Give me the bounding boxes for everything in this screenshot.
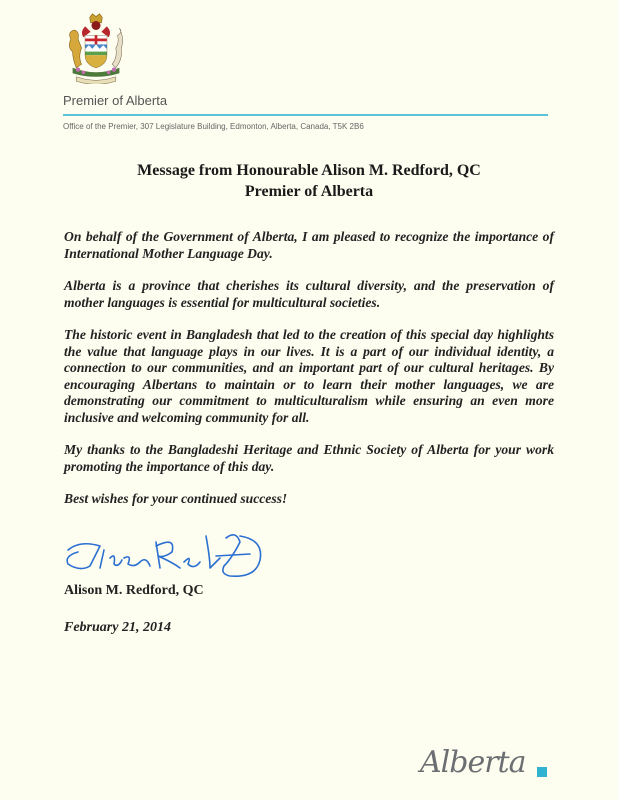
letterhead-org-name: Premier of Alberta xyxy=(63,93,168,108)
letterhead-address: Office of the Premier, 307 Legislature Building, Edmonton, Alberta, Canada, T5K 2B6 xyxy=(63,122,364,131)
alberta-logo xyxy=(420,745,560,790)
body-paragraph: My thanks to the Bangladeshi Heritage and Ethnic Society of Alberta for your work promoting the importance of this day. xyxy=(64,442,554,474)
signer-name: Alison M. Redford, QC xyxy=(64,583,204,598)
message-title xyxy=(0,160,618,202)
alberta-logo-square-icon xyxy=(537,767,547,777)
signature-icon xyxy=(60,528,280,583)
title-line-2: Premier of Alberta xyxy=(244,183,374,200)
title-line-1: Message from Honourable Alison M. Redford, QC xyxy=(137,162,481,179)
letter-date: February 21, 2014 xyxy=(64,620,171,635)
letter-body xyxy=(64,229,554,507)
letterhead xyxy=(0,0,618,130)
body-paragraph: The historic event in Bangladesh that led to the creation of this special day highlights the value that language plays in our lives. It is a part of our individual identity, a connection to our communities, and an important part of our cultural heritages. By encouraging Albertans to maintain or to learn their mother languages, we are demonstrating our commitment to multiculturalism while ensuring an even more inclusive and welcoming community for all. xyxy=(64,327,554,425)
letterhead-divider xyxy=(63,114,548,116)
alberta-logo-wordmark: Alberta xyxy=(420,745,526,780)
coat-of-arms-icon xyxy=(60,12,132,84)
body-paragraph: On behalf of the Government of Alberta, I am pleased to recognize the importance of International Mother Language Day. xyxy=(64,229,554,261)
body-paragraph: Alberta is a province that cherishes its cultural diversity, and the preservation of mother languages is essential for multicultural societies. xyxy=(64,278,554,310)
closing-line: Best wishes for your continued success! xyxy=(64,491,288,506)
